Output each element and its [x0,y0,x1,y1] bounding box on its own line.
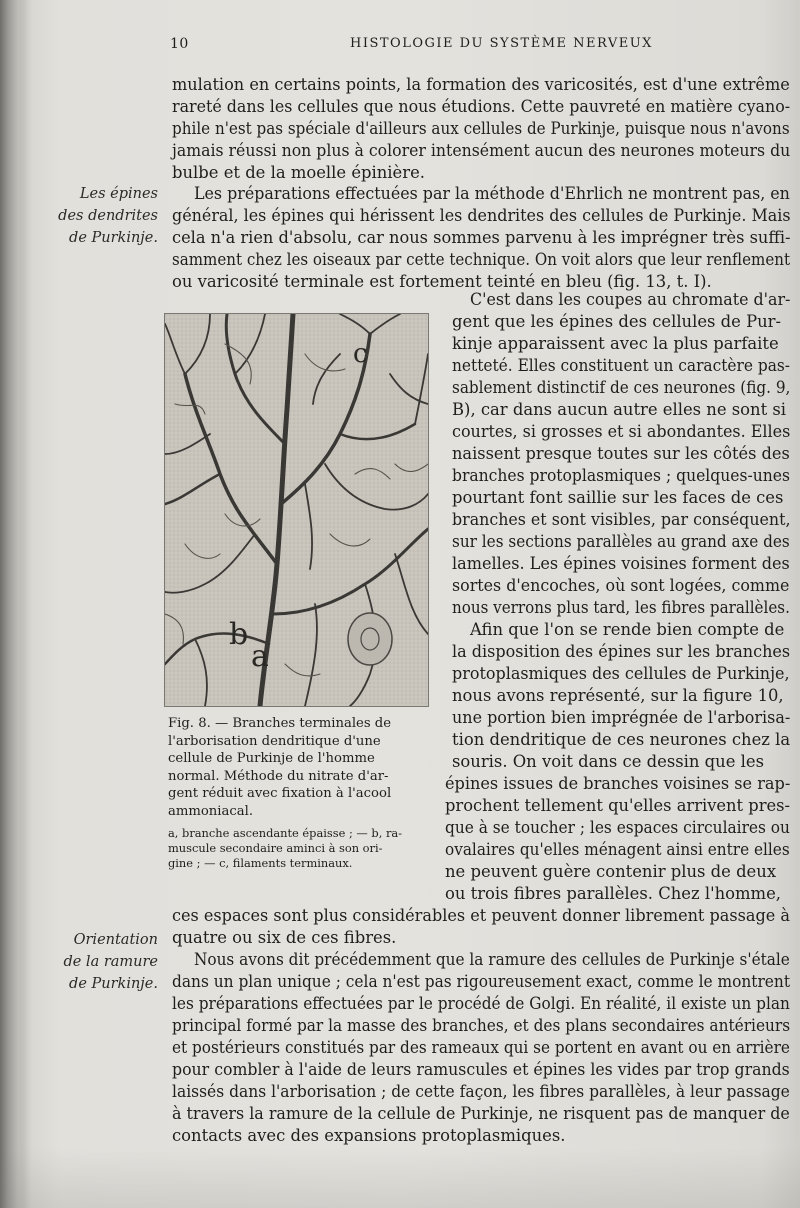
right-column-line: ou trois fibres parallèles. Chez l'homme, [445,884,782,903]
right-column-line: une portion bien imprégnée de l'arborisa- [452,708,791,727]
body-line: ou varicosité terminale est fortement teinté en bleu (fig. 13, t. I). [172,272,712,291]
body-line: dans un plan unique ; cela n'est pas rigoureusement exact, comme le montrent [172,972,791,991]
right-column-line: prochent tellement qu'elles arrivent pres- [445,796,791,815]
book-binding-shadow [0,0,32,1208]
body-line: phile n'est pas spéciale d'ailleurs aux cellules de Purkinje, puisque nous n'avons [172,119,790,138]
legend-line: gine ; — c, filaments terminaux. [168,856,353,870]
body-line: Les préparations effectuées par la méthode d'Ehrlich ne montrent pas, en [194,184,790,203]
body-line: jamais réussi non plus à colorer intensément aucun des neurones moteurs du [172,141,791,160]
margin-note-line: Les épines [79,186,158,202]
right-column-line: lamelles. Les épines voisines forment des [452,554,790,573]
page-number: 10 [170,36,189,52]
right-column-line: protoplasmiques des cellules de Purkinje, [452,664,790,683]
body-line: général, les épines qui hérissent les dendrites des cellules de Purkinje. Mais [172,206,791,225]
margin-note-line: Orientation [73,932,158,948]
body-line: Nous avons dit précédemment que la ramure des cellules de Purkinje s'étale [194,950,790,969]
body-line: principal formé par la masse des branches, et des plans secondaires antérieurs [172,1016,791,1035]
body-line: cela n'a rien d'absolu, car nous sommes parvenu à les imprégner très suffi- [172,228,791,247]
body-line: laissés dans l'arborisation ; de cette façon, les fibres parallèles, à leur passage [172,1082,790,1101]
legend-line: muscule secondaire aminci à son ori- [168,841,383,855]
right-column-line: courtes, si grosses et si abondantes. Elles [452,422,791,441]
caption-line: gent réduit avec fixation à l'acool [168,786,392,801]
right-column-line: tion dendritique de ces neurones chez la [452,730,791,749]
right-column-line: sortes d'encoches, où sont logées, comme [452,576,790,595]
figure-caption [168,715,420,820]
right-column-line: gent que les épines des cellules de Pur- [452,312,782,331]
figure-label-b: b [229,617,249,652]
body-line: mulation en certains points, la formation des varicosités, est d'une extrême [172,75,790,94]
body-line: les préparations effectuées par le procédé de Golgi. En réalité, il existe un plan [172,994,790,1013]
caption-line: Fig. 8. — Branches terminales de [168,716,392,731]
margin-note-epines [50,183,158,249]
caption-line: normal. Méthode du nitrate d'ar- [168,768,389,784]
right-column-line: kinje apparaissent avec la plus parfaite [452,334,779,353]
body-line: contacts avec des expansions protoplasmiques. [172,1126,566,1145]
right-column-line: nous verrons plus tard, les fibres parallèles. [452,598,790,617]
figure-illustration [165,314,428,706]
page-bottom-shadow [0,1148,800,1208]
right-column-line: sur les sections parallèles au grand axe des [452,532,790,551]
right-column-line: pourtant font saillie sur les faces de ces [452,488,784,507]
caption-line: cellule de Purkinje de l'homme [168,751,375,766]
right-column-line: souris. On voit dans ce dessin que les [452,752,764,771]
body-line: rareté dans les cellules que nous étudions. Cette pauvreté en matière cyano- [172,97,791,116]
figure-label-a: a [251,639,269,674]
right-column-line: naissent presque toutes sur les côtés des [452,444,790,463]
right-column-line: branches protoplasmiques ; quelques-unes [452,466,790,485]
right-column-line: la disposition des épines sur les branches [452,642,791,661]
right-column-line: nous avons représenté, sur la figure 10, [452,686,784,705]
right-column-line: ne peuvent guère contenir plus de deux [445,862,777,881]
right-column-line: épines issues de branches voisines se rap- [445,774,791,793]
cell-nucleus [348,613,392,665]
right-column-line: sablement distinctif de ces neurones (fig. 9, [452,378,791,397]
right-column-line: B), car dans aucun autre elles ne sont si [452,400,787,419]
body-line: à travers la ramure de la cellule de Purkinje, ne risquent pas de manquer de [172,1104,790,1123]
caption-line: ammoniacal. [168,803,254,819]
body-line: samment chez les oiseaux par cette technique. On voit alors que leur renflement [172,250,791,269]
running-title: HISTOLOGIE DU SYSTÈME NERVEUX [350,36,653,51]
figure-purkinje-dendrites [164,313,429,707]
figure-label-c: c [353,339,368,369]
body-line: ces espaces sont plus considérables et peuvent donner librement passage à [172,906,790,925]
body-line: et postérieurs constitués par des rameaux qui se portent en avant ou en arrière [172,1038,790,1057]
right-column-line: branches et sont visibles, par conséquent, [452,510,791,529]
figure-legend [168,826,420,871]
margin-note-orientation [50,929,158,995]
margin-note-line: de Purkinje. [69,230,158,246]
right-column-line: netteté. Elles constituent un caractère pas- [452,356,791,375]
margin-note-line: de Purkinje. [69,976,158,992]
body-line: quatre ou six de ces fibres. [172,928,397,947]
margin-note-line: des dendrites [58,208,158,224]
margin-note-line: de la ramure [63,954,158,970]
legend-line: a, branche ascendante épaisse ; — b, ra- [168,826,403,840]
body-line: pour combler à l'aide de leurs ramuscules et épines les vides par trop grands [172,1060,790,1079]
caption-line: l'arborisation dendritique d'une [168,733,381,749]
body-line: bulbe et de la moelle épinière. [172,163,425,182]
right-column-line: que à se toucher ; les espaces circulaires ou [445,818,790,837]
right-column-line: Afin que l'on se rende bien compte de [470,620,785,639]
right-column-line: ovalaires qu'elles ménagent ainsi entre elles [445,840,790,859]
right-column-line: C'est dans les coupes au chromate d'ar- [470,290,791,309]
